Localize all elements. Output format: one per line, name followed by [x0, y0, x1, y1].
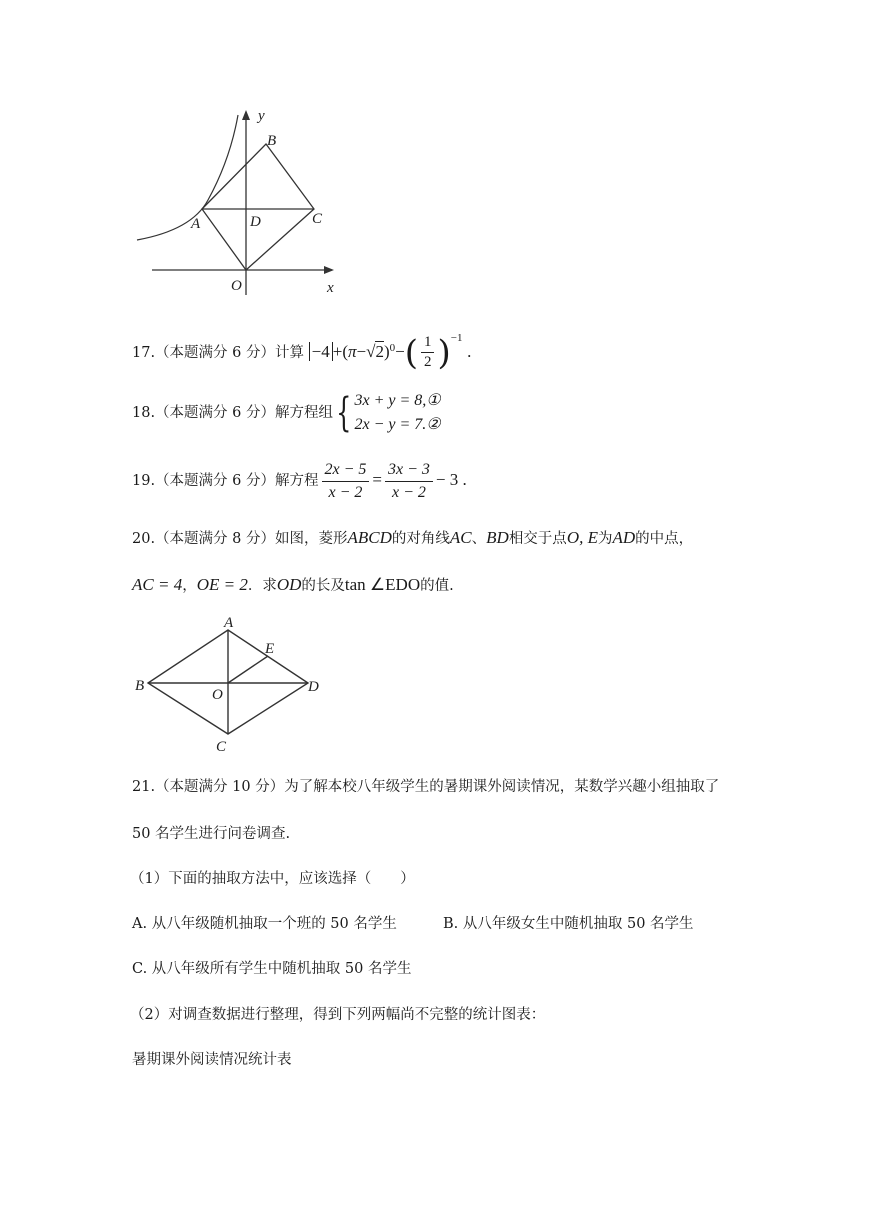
q18-eq1: 3x + y = 8,① [354, 392, 441, 409]
question-21-part2: （2）对调查数据进行整理，得到下列两幅尚不完整的统计图表： [130, 1007, 546, 1023]
label-C: C [312, 211, 323, 227]
q18-brace: { [336, 390, 352, 436]
q18-prefix: 18.（本题满分 6 分）解方程组 [132, 405, 334, 421]
question-21-line1: 21.（本题满分 10 分）为了解本校八年级学生的暑期课外阅读情况，某数学兴趣小组抽取了 [132, 779, 720, 795]
q20-bd: BD [486, 528, 509, 547]
q17-end: . [467, 341, 472, 361]
q20-oe: O, E [566, 528, 598, 547]
q20-t6: ．求 [247, 578, 277, 594]
q17-prefix: 17.（本题满分 6 分）计算 [132, 344, 305, 361]
q19-prefix: 19.（本题满分 6 分）解方程 [132, 473, 319, 489]
figure-1-coordinate-diagram [120, 100, 360, 300]
q20-oe-eq: OE = 2 [196, 575, 248, 594]
q17-minus: − [356, 341, 367, 361]
label-O: O [231, 278, 242, 294]
label-B: B [267, 133, 277, 149]
q20-t7: 的长及 [301, 578, 345, 594]
q19-lhs-den: x − 2 [328, 483, 363, 501]
label-D: D [250, 214, 261, 230]
label-E: E [265, 641, 275, 657]
question-17 [132, 328, 472, 373]
q17-abs: −4 [309, 342, 333, 361]
q17-minus2: − [395, 341, 405, 361]
q20-t2: 、 [471, 531, 487, 547]
option-C: C. 从八年级所有学生中随机抽取 50 名学生 [132, 961, 412, 977]
q19-rhs-num: 3x − 3 [385, 460, 433, 482]
figure-2-rhombus-diagram [128, 610, 328, 760]
q17-plus: + [332, 341, 343, 361]
q17-sqrt-arg: 2 [375, 341, 384, 361]
q17-frac-den: 2 [423, 354, 432, 371]
label-O: O [212, 687, 223, 703]
q17-bigparen-close: ) [437, 332, 451, 373]
label-B: B [135, 678, 145, 694]
label-y: y [258, 108, 265, 124]
q17-sqrt: √2 [366, 341, 384, 361]
q19-eq: = [372, 470, 383, 489]
label-A: A [191, 216, 201, 232]
q19-lhs-num: 2x − 5 [322, 460, 370, 482]
q17-pi: π [347, 341, 357, 361]
q20-abcd: ABCD [347, 528, 392, 547]
q20-t8: 的值. [420, 578, 454, 594]
q20-t1: 的对角线 [391, 531, 450, 547]
label-x: x [327, 280, 334, 296]
table-title: 暑期课外阅读情况统计表 [132, 1052, 292, 1068]
question-21-line2: 50 名学生进行问卷调查. [132, 826, 291, 842]
q17-paren-close: ) [383, 341, 390, 361]
option-B: B. 从八年级女生中随机抽取 50 名学生 [443, 916, 694, 932]
q19-tail: − 3 . [435, 470, 467, 489]
label-C: C [216, 739, 227, 755]
question-21-part1: （1）下面的抽取方法中，应该选择（ ） [130, 871, 415, 887]
q20-ad: AD [612, 528, 636, 547]
q20-comma: ， [182, 578, 197, 594]
label-A: A [224, 615, 234, 631]
q19-rhs-fraction [385, 460, 433, 503]
q20-od: OD [276, 575, 302, 594]
q20-ac: AC [449, 528, 472, 547]
q17-frac-num: 1 [421, 334, 435, 353]
q19-rhs-den: x − 2 [392, 483, 426, 501]
q17-paren-open: ( [342, 341, 348, 361]
q20-tan: tan ∠EDO [344, 575, 421, 594]
label-D: D [308, 679, 319, 695]
q20-t4: 为 [597, 531, 613, 547]
question-18 [132, 388, 441, 438]
q18-system [354, 389, 440, 437]
q18-eq2: 2x − y = 7.② [354, 416, 441, 433]
q17-bigparen-open: ( [404, 332, 418, 373]
option-A: A. 从八年级随机抽取一个班的 50 名学生 [132, 916, 397, 932]
q20-t3: 相交于点 [508, 531, 567, 547]
q17-exp0: 0 [389, 342, 396, 354]
q20-t5: 的中点， [635, 531, 694, 547]
q17-exp-neg1: −1 [450, 332, 463, 344]
question-20-line1 [132, 525, 693, 551]
question-19 [132, 455, 467, 505]
q20-ac-eq: AC = 4 [132, 575, 183, 594]
q17-fraction [421, 334, 435, 371]
q20-prefix: 20.（本题满分 8 分）如图，菱形 [132, 531, 348, 547]
q19-lhs-fraction [322, 460, 370, 503]
question-20-line2 [132, 572, 454, 598]
